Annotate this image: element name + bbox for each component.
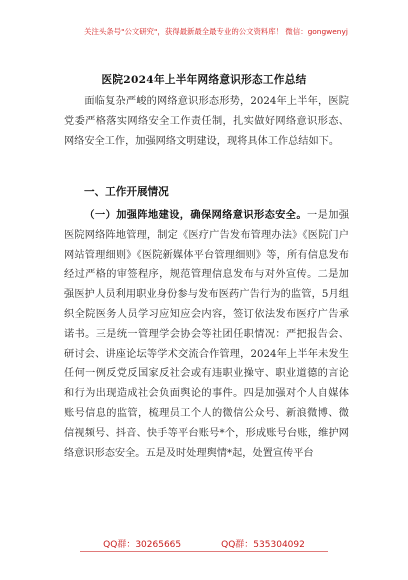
- footer-qq-group-1: QQ群：30265665: [103, 540, 182, 550]
- document-title: 医院2024年上半年网络意识形态工作总结: [101, 74, 307, 86]
- paragraph-1-body: 一是加强医院网络阵地管理，制定《医疗广告发布管理办法》《医院门户网站管理细则》《医院新媒体平台管理细则》等，所有信息发布经过严格的审签程序，规范管理信息发布与对外宣传。二是加强医护人员利用职业身份参与发布医药广告行为的监管，5月组织全院医务人员学习应知应会内容，签订依法发布医疗广告承诺书。三是统一管理学会协会等社团任职情况：严把报告会、研讨会、讲座论坛等学术交流合作管理，2024年上半年未发生任何一例反党反国家反社会或有违职业操守、职业道德的言论和行为出现造成社会负面舆论的事件。四是加强对个人自媒体账号信息的监管，梳理员工个人的微信公众号、新浪微博、微信视频号、抖音、快手等平台账号*个，形成账号台账，维护网络意识形态安全。五是及时处理舆情*起，处置宣传平台: [64, 210, 350, 459]
- footer-divider: [80, 551, 328, 552]
- intro-paragraph: 面临复杂严峻的网络意识形态形势，2024年上半年，医院党委严格落实网络安全工作责任制，扎实做好网络意识形态、网络安全工作，加强网络文明建设，现将具体工作总结如下。: [64, 96, 349, 147]
- paragraph-1: [64, 206, 349, 463]
- footer-qq-group-2: QQ群：535304092: [221, 540, 305, 550]
- top-banner: 关注头条号"公文研究"，获得最新最全最专业的公文资料库！ 微信：gongwenyj: [84, 27, 348, 36]
- section-heading: 一、工作开展情况: [84, 186, 169, 198]
- paragraph-1-heading: （一）加强阵地建设，确保网络意识形态安全。: [84, 209, 308, 221]
- footer: [0, 537, 408, 550]
